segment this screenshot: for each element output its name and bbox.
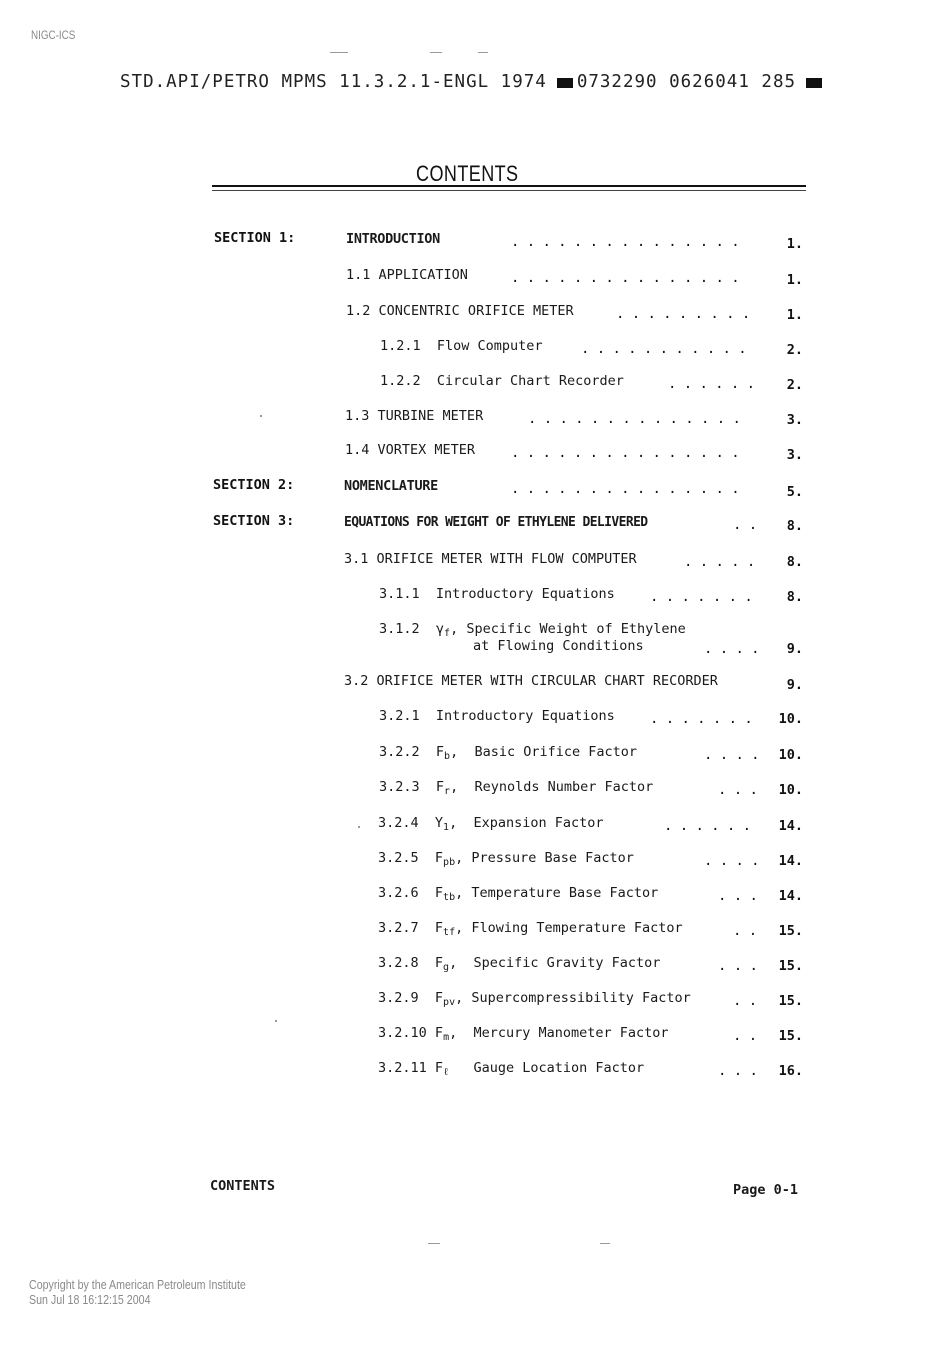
toc-page-number: 15. [778, 923, 803, 939]
toc-leaders: ....... [650, 711, 761, 727]
toc-entry-equations: EQUATIONS FOR WEIGHT OF ETHYLENE DELIVERED [344, 515, 648, 530]
redaction-block-1 [557, 78, 573, 88]
toc-page-number: 8. [786, 518, 803, 534]
toc-entry-specific-weight: 3.1.2 $\gamma_f$, Specific Weight of Ethylene [379, 621, 686, 639]
toc-leaders: ... [718, 958, 766, 974]
toc-entry-application: 1.1 APPLICATION [346, 267, 468, 283]
toc-page-number: 5. [786, 484, 803, 500]
toc-page-number: 8. [786, 589, 803, 605]
toc-entry-temperature-base-factor: 3.2.6 $F_{tb}$, Temperature Base Factor [378, 885, 659, 903]
toc-leaders: .. [733, 993, 765, 1009]
toc-leaders: ....... [650, 589, 761, 605]
scan-speck [600, 1243, 610, 1244]
toc-leaders: ...... [664, 818, 759, 834]
toc-entry-flow-computer: 1.2.1 Flow Computer [380, 338, 543, 354]
toc-entry-pressure-base-factor: 3.2.5 $F_{pb}$, Pressure Base Factor [378, 850, 634, 868]
toc-leaders: .. [733, 1028, 765, 1044]
toc-leaders: .. [733, 923, 765, 939]
copyright-notice [29, 1277, 246, 1307]
page-title: CONTENTS [416, 161, 519, 186]
scan-speck [428, 1243, 440, 1244]
toc-leaders: ...... [668, 376, 763, 392]
toc-page-number: 1. [786, 307, 803, 323]
toc-leaders: ... [718, 1063, 766, 1079]
copyright-timestamp: Sun Jul 18 16:12:15 2004 [29, 1292, 151, 1307]
copyright-line: Copyright by the American Petroleum Institute [29, 1277, 246, 1292]
toc-entry-concentric-orifice-meter: 1.2 CONCENTRIC ORIFICE METER [346, 303, 574, 319]
toc-page-number: 8. [786, 554, 803, 570]
toc-entry-introductory-equations: 3.1.1 Introductory Equations [379, 586, 615, 602]
toc-entry-reynolds-number-factor: 3.2.3 $F_r$, Reynolds Number Factor [379, 779, 654, 797]
toc-entry-gauge-location-factor: 3.2.11 $F_\ell$ Gauge Location Factor [378, 1060, 645, 1078]
toc-page-number: 10. [778, 747, 803, 763]
toc-leaders: .............. [528, 411, 749, 427]
toc-leaders: ............... [511, 481, 747, 497]
toc-page-number: 3. [786, 412, 803, 428]
section-label-1: SECTION 1: [214, 230, 296, 246]
toc-entry-introduction: INTRODUCTION [346, 231, 440, 247]
footer-section-name: CONTENTS [210, 1178, 276, 1194]
toc-page-number: 3. [786, 447, 803, 463]
toc-leaders: ............... [511, 270, 747, 286]
toc-entry-nomenclature: NOMENCLATURE [344, 478, 438, 494]
toc-leaders: ... [718, 888, 766, 904]
title-rule-shadow [212, 190, 806, 191]
toc-entry-expansion-factor: 3.2.4 $Y_1$, Expansion Factor [378, 815, 604, 833]
toc-page-number: 15. [778, 958, 803, 974]
toc-leaders: ......... [616, 306, 758, 322]
title-rule [212, 185, 806, 187]
toc-entry-basic-orifice-factor: 3.2.2 $F_b$, Basic Orifice Factor [379, 744, 638, 762]
toc-leaders: ........... [581, 341, 755, 357]
scan-speck [478, 52, 488, 53]
document-header [120, 72, 826, 92]
toc-page-number: 2. [786, 377, 803, 393]
scan-speck [330, 52, 348, 53]
toc-page-number: 10. [778, 782, 803, 798]
toc-page-number: 14. [778, 853, 803, 869]
toc-page-number: 2. [786, 342, 803, 358]
toc-entry-turbine-meter: 1.3 TURBINE METER [345, 408, 484, 424]
toc-entry-orifice-flow-computer: 3.1 ORIFICE METER WITH FLOW COMPUTER [344, 551, 637, 567]
toc-leaders: .... [704, 853, 767, 869]
toc-page-number: 1. [786, 236, 803, 252]
toc-entry-orifice-chart-recorder: 3.2 ORIFICE METER WITH CIRCULAR CHART RECORDER [344, 673, 718, 689]
scan-speck [358, 826, 360, 828]
toc-entry-flowing-temperature-factor: 3.2.7 $F_{tf}$, Flowing Temperature Factor [378, 920, 683, 938]
toc-page-number: 14. [778, 818, 803, 834]
section-label-2: SECTION 2: [213, 477, 295, 493]
toc-leaders: ............... [511, 445, 747, 461]
toc-leaders: .... [704, 747, 767, 763]
toc-leaders: .. [733, 517, 765, 533]
scan-speck [430, 52, 442, 53]
toc-page-number: 1. [786, 272, 803, 288]
section-label-3: SECTION 3: [213, 513, 295, 529]
toc-page-number: 10. [778, 711, 803, 727]
toc-page-number: 15. [778, 993, 803, 1009]
toc-leaders: ... [718, 782, 766, 798]
toc-page-number: 15. [778, 1028, 803, 1044]
gamma-symbol: γ [435, 621, 445, 637]
document-numbers: 0732290 0626041 285 [576, 72, 797, 92]
toc-page-number: 9. [786, 677, 803, 693]
toc-entry-mercury-manometer-factor: 3.2.10 $F_m$, Mercury Manometer Factor [378, 1025, 669, 1043]
toc-entry-vortex-meter: 1.4 VORTEX METER [345, 442, 476, 458]
toc-page-number: 14. [778, 888, 803, 904]
toc-entry-introductory-equations-2: 3.2.1 Introductory Equations [379, 708, 615, 724]
scan-speck [260, 415, 262, 417]
toc-entry-specific-gravity-factor: 3.2.8 $F_g$, Specific Gravity Factor [378, 955, 661, 973]
redaction-block-2 [806, 78, 822, 88]
toc-leaders: .... [704, 641, 767, 657]
toc-page-number: 16. [778, 1063, 803, 1079]
watermark-top: NIGC-ICS [31, 28, 76, 42]
toc-leaders: ............... [511, 234, 747, 250]
toc-entry-circular-chart-recorder: 1.2.2 Circular Chart Recorder [380, 373, 624, 389]
toc-leaders: ..... [684, 554, 763, 570]
document-code: STD.API/PETRO MPMS 11.3.2.1-ENGL 1974 [120, 72, 547, 92]
toc-page-number: 9. [786, 641, 803, 657]
toc-entry-specific-weight-line2: at Flowing Conditions [473, 638, 644, 654]
scan-speck [275, 1020, 277, 1022]
footer-page-number: Page 0-1 [733, 1182, 799, 1198]
toc-entry-supercompressibility-factor: 3.2.9 $F_{pv}$, Supercompressibility Factor [378, 990, 691, 1008]
